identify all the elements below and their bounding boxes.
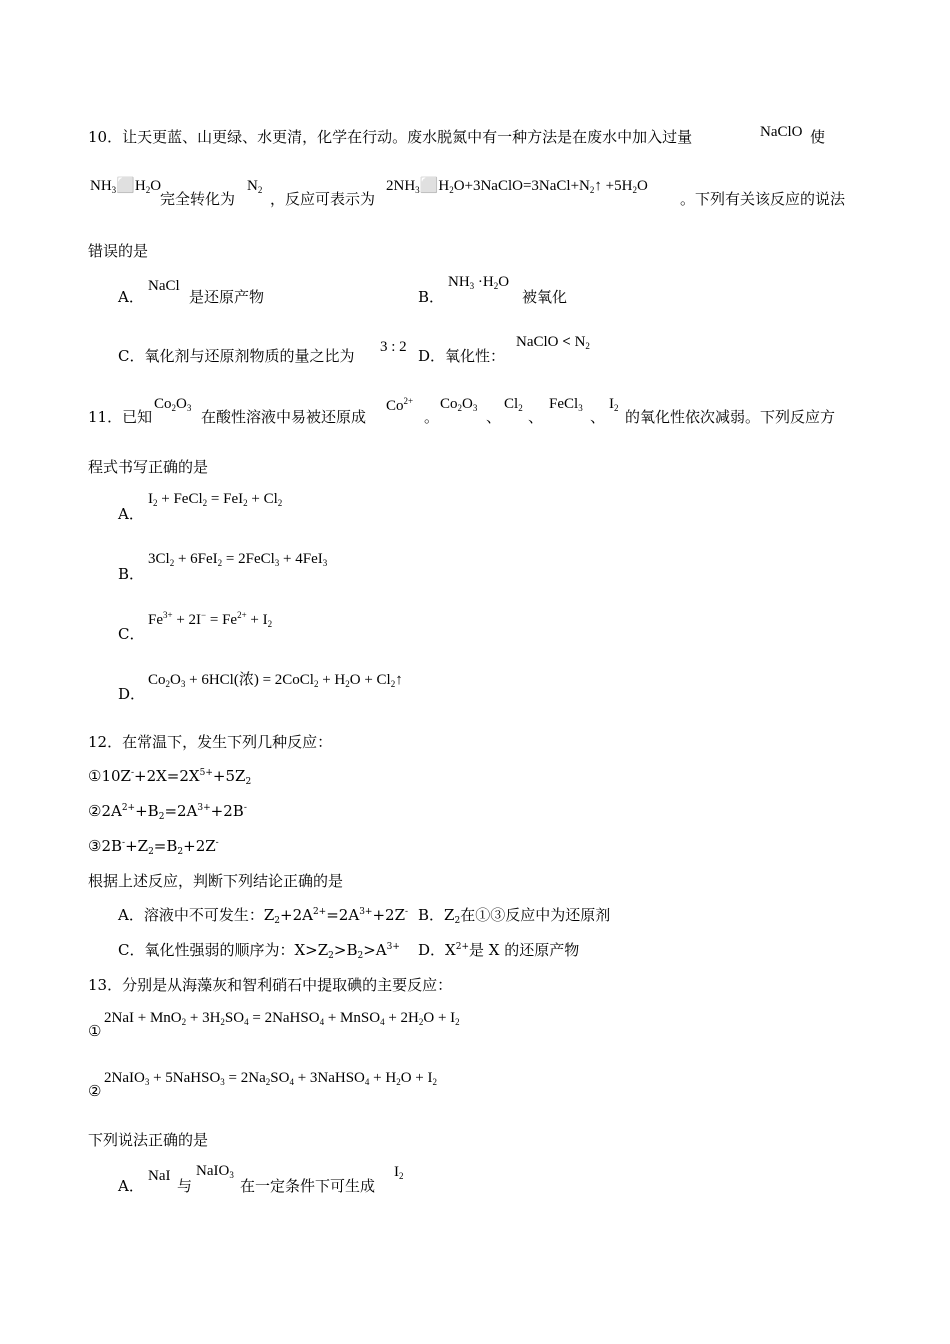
option-d-label: D． <box>118 685 146 703</box>
separator: 、 <box>590 408 606 426</box>
q10-stem-shi: 使 <box>810 128 826 146</box>
formula-nai: NaI <box>148 1168 171 1184</box>
reaction-1: $①10Z^-+2X=2X^{5+}+5Z_2$ <box>88 767 252 787</box>
reaction-equation: $2NH_3⬜H_2O+3NaClO=3NaCl+N_2↑ +5H_2O$ <box>386 178 648 195</box>
equation-a: $I_2$ + FeCl$_2$ = $FeI_2 + Cl_2$ <box>148 491 283 508</box>
formula-nacl: NaCl <box>148 278 180 294</box>
formula-i2-product: $I_2$ <box>394 1164 404 1181</box>
option-d: D．$X^{2+}$是 X 的还原产物 <box>418 941 580 959</box>
q13-ask: 下列说法正确的是 <box>88 1131 209 1149</box>
formula-nh3h2o: $NH_3⬜H_2O$ <box>90 178 162 195</box>
formula-co-ion: $Co^{2+}$ <box>386 396 414 414</box>
option-a: A．溶液中不可发生：$Z_2+2A^{2+}=2A^{3+}+2Z^-$ <box>118 906 409 926</box>
option-b: B．$Z_2$在①③反应中为还原剂 <box>418 906 611 926</box>
formula-co2o3-list: $Co_2O_3$ <box>440 396 478 413</box>
q11-stem: 11．已知 <box>88 408 153 426</box>
option-b-label: B． <box>418 288 445 306</box>
reaction-2: $②2A^{2+}+B_2=2A^{3+}+2B^-$ <box>88 802 247 822</box>
q11-stem: 的氧化性依次减弱。下列反应方 <box>625 408 836 426</box>
option-b-label: B． <box>118 565 145 583</box>
q12-stem: 12．在常温下，发生下列几种反应： <box>88 733 333 751</box>
formula-fecl3: FeCl$_3$ <box>549 396 583 413</box>
formula-n2: $N_2$ <box>247 178 263 195</box>
formula-naclo: NaClO <box>760 124 803 140</box>
q10-stem-end: 错误的是 <box>88 242 149 260</box>
equation-d: $Co_2O_3 + 6HCl$(浓) = 2CoCl$_2$ + $H_2O$ + $Cl_2↑$ <box>148 672 403 689</box>
q13-stem: 13．分别是从海藻灰和智利硝石中提取碘的主要反应： <box>88 976 453 994</box>
q11-stem: 。 <box>424 408 440 426</box>
q10-text: ，反应可表示为 <box>270 190 376 208</box>
option-a-text: 与 <box>177 1177 193 1195</box>
option-a-label: A． <box>118 505 144 523</box>
option-d-text: D．氧化性： <box>418 347 506 365</box>
reaction-1-marker: ① <box>88 1022 102 1040</box>
equation-b: $3Cl_2 + 6FeI_2$ = 2FeCl$_3$ + 4FeI$_3$ <box>148 551 328 568</box>
option-a-text: 在一定条件下可生成 <box>240 1177 376 1195</box>
option-b-text: 被氧化 <box>522 288 568 306</box>
separator: 、 <box>486 408 502 426</box>
ratio: 3 : 2 <box>380 339 407 355</box>
q10-stem: 10．让天更蓝、山更绿、水更清，化学在行动。废水脱氮中有一种方法是在废水中加入过量 <box>88 128 693 146</box>
q11-stem: 在酸性溶液中易被还原成 <box>201 408 367 426</box>
separator: 、 <box>528 408 544 426</box>
option-c-label: C． <box>118 625 145 643</box>
option-c-text: C．氧化剂与还原剂物质的量之比为 <box>118 347 355 365</box>
formula-naclo-n2: NaClO < $N_2$ <box>516 334 590 351</box>
q10-text: 。下列有关该反应的说法 <box>680 190 846 208</box>
formula-i2: $I_2$ <box>609 396 619 413</box>
option-a-text: 是还原产物 <box>189 288 265 306</box>
reaction-2-equation: 2NaIO$_3$ + 5NaHSO$_3$ = $2Na_2SO_4$ + 3NaHSO$_4$ + $H_2O + I_2$ <box>104 1070 437 1087</box>
q10-text: 完全转化为 <box>160 190 236 208</box>
reaction-1-equation: $2NaI + MnO_2 + 3H_2SO_4$ = 2NaHSO$_4$ + MnSO$_4$ + $2H_2O + I_2$ <box>104 1010 460 1027</box>
formula-co2o3: $Co_2O_3$ <box>154 396 192 413</box>
reaction-2-marker: ② <box>88 1082 102 1100</box>
option-a-label: A． <box>118 1177 144 1195</box>
q11-stem-end: 程式书写正确的是 <box>88 458 209 476</box>
reaction-3: $③2B^-+Z_2=B_2+2Z^-$ <box>88 837 219 857</box>
q12-ask: 根据上述反应，判断下列结论正确的是 <box>88 872 344 890</box>
formula-cl2: $Cl_2$ <box>504 396 523 413</box>
formula-naio3: NaIO$_3$ <box>196 1163 234 1180</box>
formula-nh3h2o-b: $NH_3 \cdot H_2O$ <box>448 274 510 291</box>
equation-c: $Fe^{3+} + 2I^- = Fe^{2+} + I_2$ <box>148 610 273 629</box>
option-c: C．氧化性强弱的顺序为：$X>Z_2>B_2>A^{3+}$ <box>118 941 400 961</box>
option-a-label: A． <box>118 288 144 306</box>
